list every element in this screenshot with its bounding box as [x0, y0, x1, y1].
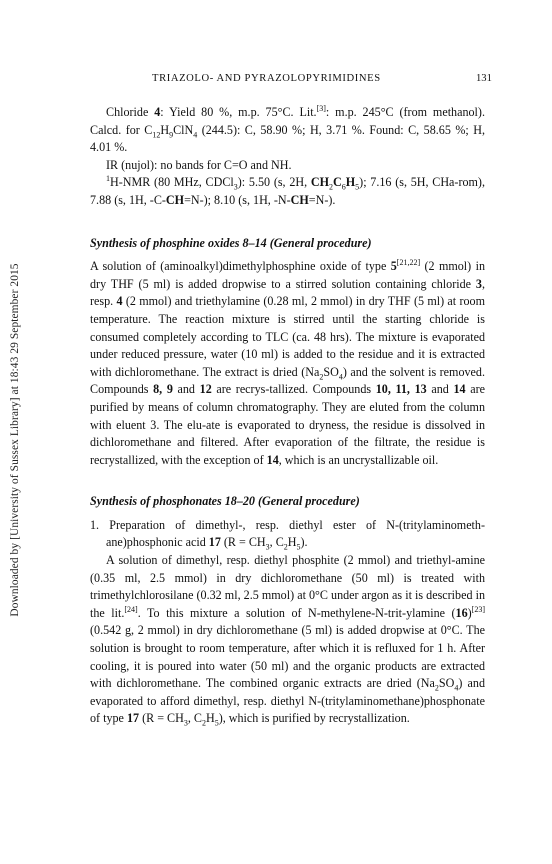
paragraph-ir: IR (nujol): no bands for C=O and NH. — [106, 157, 292, 172]
download-watermark-text: Downloaded by [University of Sussex Library] at 18:43 29 September 2015 — [9, 263, 21, 617]
paragraph-phosphine-oxides-procedure: A solution of (aminoalkyl)dimethylphosphine oxide of type 5[21,22] (2 mmol) in dry THF (5 ml) is added dropwise to a stirred solution containing chloride 3, resp. 4 (2 mmol) and triethylamine (0.28 ml, 2 mmol) in dry THF (5 ml) at room temperature. The reaction mixture is stirred until the starting chloride is consumed completely according to TLC (ca. 48 hrs). The mixture is evaporated under reduced pressure, water (10 ml) is added to the residue and it is extracted with dichloromethane. The extract is dried $(Na_2SO_4)$ and the solvent is removed. Compounds 8, 9 and 12 are recrys-tallized. Compounds 10, 11, 13 and 14 are purified by means of column chromatography. They are eluted from the column with eluent 3. The elu-ate is evaporated to dryness, the residue is dissolved in dichloromethane and filtered. After evaporation of the filtrate, the residue is recrystallized, with the exception of 14, which is an uncrystallizable oil. — [90, 258, 485, 467]
paragraph-chloride-4: Chloride 4: Yield 80 %, m.p. 75°C. Lit.[3]: m.p. 245°C (from methanol). Calcd. for $C_{12}H_9ClN_4$ (244.5): C, 58.90 %; H, 3.71 %. Found: C, 58.65 %; H, 4.01 %. — [90, 103, 485, 155]
download-watermark — [6, 240, 24, 640]
paragraph-nmr: $^1$H-NMR (80 MHz, CDCl$_3$): 5.50 (s, 2H, $CH_2C_6H_5$); 7.16 (s, 5H, CHa-rom), 7.88 (s, 1H, -C-CH=N-); 8.10 (s, 1H, -N-CH=N-). — [90, 174, 485, 207]
section-heading-phosphine-oxides: Synthesis of phosphine oxides 8–14 (General procedure) — [90, 235, 372, 250]
running-title: TRIAZOLO- AND PYRAZOLOPYRIMIDINES — [152, 73, 381, 84]
page-number: 131 — [476, 73, 492, 84]
body-text — [90, 104, 485, 728]
list-item-preparation: 1. Preparation of dimethyl-, resp. diethyl ester of N-(tritylaminometh-ane)phosphonic acid 17 ($R = CH_3$, $C_2H_5$). — [90, 517, 485, 552]
paragraph-phosphonate-procedure: A solution of dimethyl, resp. diethyl phosphite (2 mmol) and triethyl-amine (0.35 ml, 2.5 mmol) in dry dichloromethane (50 ml) is treated with trimethylchlorosilane (0.32 ml, 2.5 mmol) at 0°C under argon as it is described in the lit.[24]. To this mixture a solution of N-methylene-N-trit-ylamine (16)[23] (0.542 g, 2 mmol) in dry dichloromethane (5 ml) is added dropwise at 0°C. The solution is brought to room temperature, after which it is refluxed for 1 h. After cooling, it is poured into water (50 ml) and the organic products are extracted with dichloromethane. The combined organic extracts are dried $(Na_2SO_4)$ and evaporated to afford dimethyl, resp. diethyl N-(tritylaminomethane)phosphonate of type 17 ($R = CH_3$, $C_2H_5$), which is purified by recrystallization. — [90, 553, 485, 728]
section-heading-phosphonates: Synthesis of phosphonates 18–20 (General procedure) — [90, 494, 360, 509]
